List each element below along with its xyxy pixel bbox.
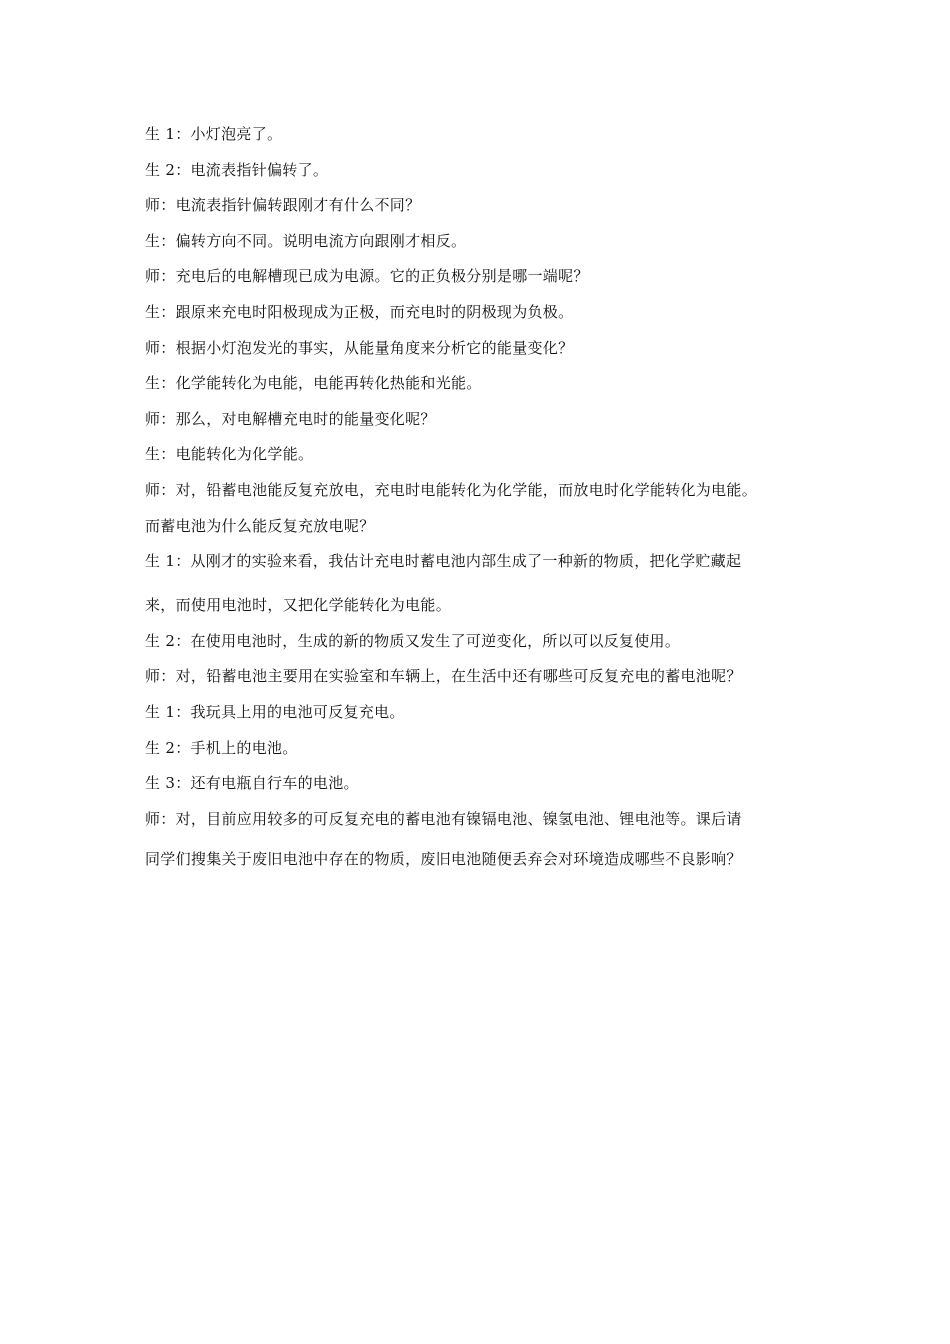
- dialogue-line: 师：充电后的电解槽现已成为电源。它的正负极分别是哪一端呢？: [145, 267, 589, 286]
- dialogue-line: 师：对，铅蓄电池能反复充放电，充电时电能转化为化学能，而放电时化学能转化为电能。: [145, 480, 758, 499]
- dialogue-line: 生 3：还有电瓶自行车的电池。: [145, 774, 359, 793]
- dialogue-line: 生 2：在使用电池时，生成的新的物质又发生了可逆变化，所以可以反复使用。: [145, 631, 681, 650]
- dialogue-line: 生 2：电流表指针偏转了。: [145, 160, 329, 179]
- dialogue-line: 生 1：小灯泡亮了。: [145, 125, 283, 143]
- dialogue-line: 师：对，铅蓄电池主要用在实验室和车辆上，在生活中还有哪些可反复充电的蓄电池呢？: [145, 667, 742, 686]
- dialogue-line: 生 1：我玩具上用的电池可反复充电。: [145, 702, 405, 721]
- dialogue-line: 生：跟原来充电时阳极现成为正极，而充电时的阴极现为负极。: [145, 302, 574, 321]
- dialogue-line: 师：根据小灯泡发光的事实，从能量角度来分析它的能量变化？: [145, 338, 574, 357]
- dialogue-line: 生 1：从刚才的实验来看，我估计充电时蓄电池内部生成了一种新的物质，把化学贮藏起: [145, 552, 742, 571]
- dialogue-line: 生 2：手机上的电池。: [145, 738, 298, 757]
- dialogue-line: 师：电流表指针偏转跟刚才有什么不同？: [145, 196, 421, 215]
- dialogue-line-continuation: 来，而使用电池时，又把化学能转化为电能。: [145, 596, 452, 615]
- dialogue-line: 师：那么，对电解槽充电时的能量变化呢？: [145, 409, 436, 428]
- dialogue-line-continuation: 同学们搜集关于废旧电池中存在的物质，废旧电池随便丢弃会对环境造成哪些不良影响？: [145, 849, 742, 868]
- dialogue-line: 生：偏转方向不同。说明电流方向跟刚才相反。: [145, 231, 467, 250]
- dialogue-line-continuation: 而蓄电池为什么能反复充放电呢？: [145, 516, 375, 535]
- document-body: [145, 124, 815, 884]
- dialogue-line: 生：化学能转化为电能，电能再转化热能和光能。: [145, 374, 482, 393]
- dialogue-line: 师：对，目前应用较多的可反复充电的蓄电池有镍镉电池、镍氢电池、锂电池等。课后请: [145, 809, 742, 828]
- dialogue-line: 生：电能转化为化学能。: [145, 445, 314, 464]
